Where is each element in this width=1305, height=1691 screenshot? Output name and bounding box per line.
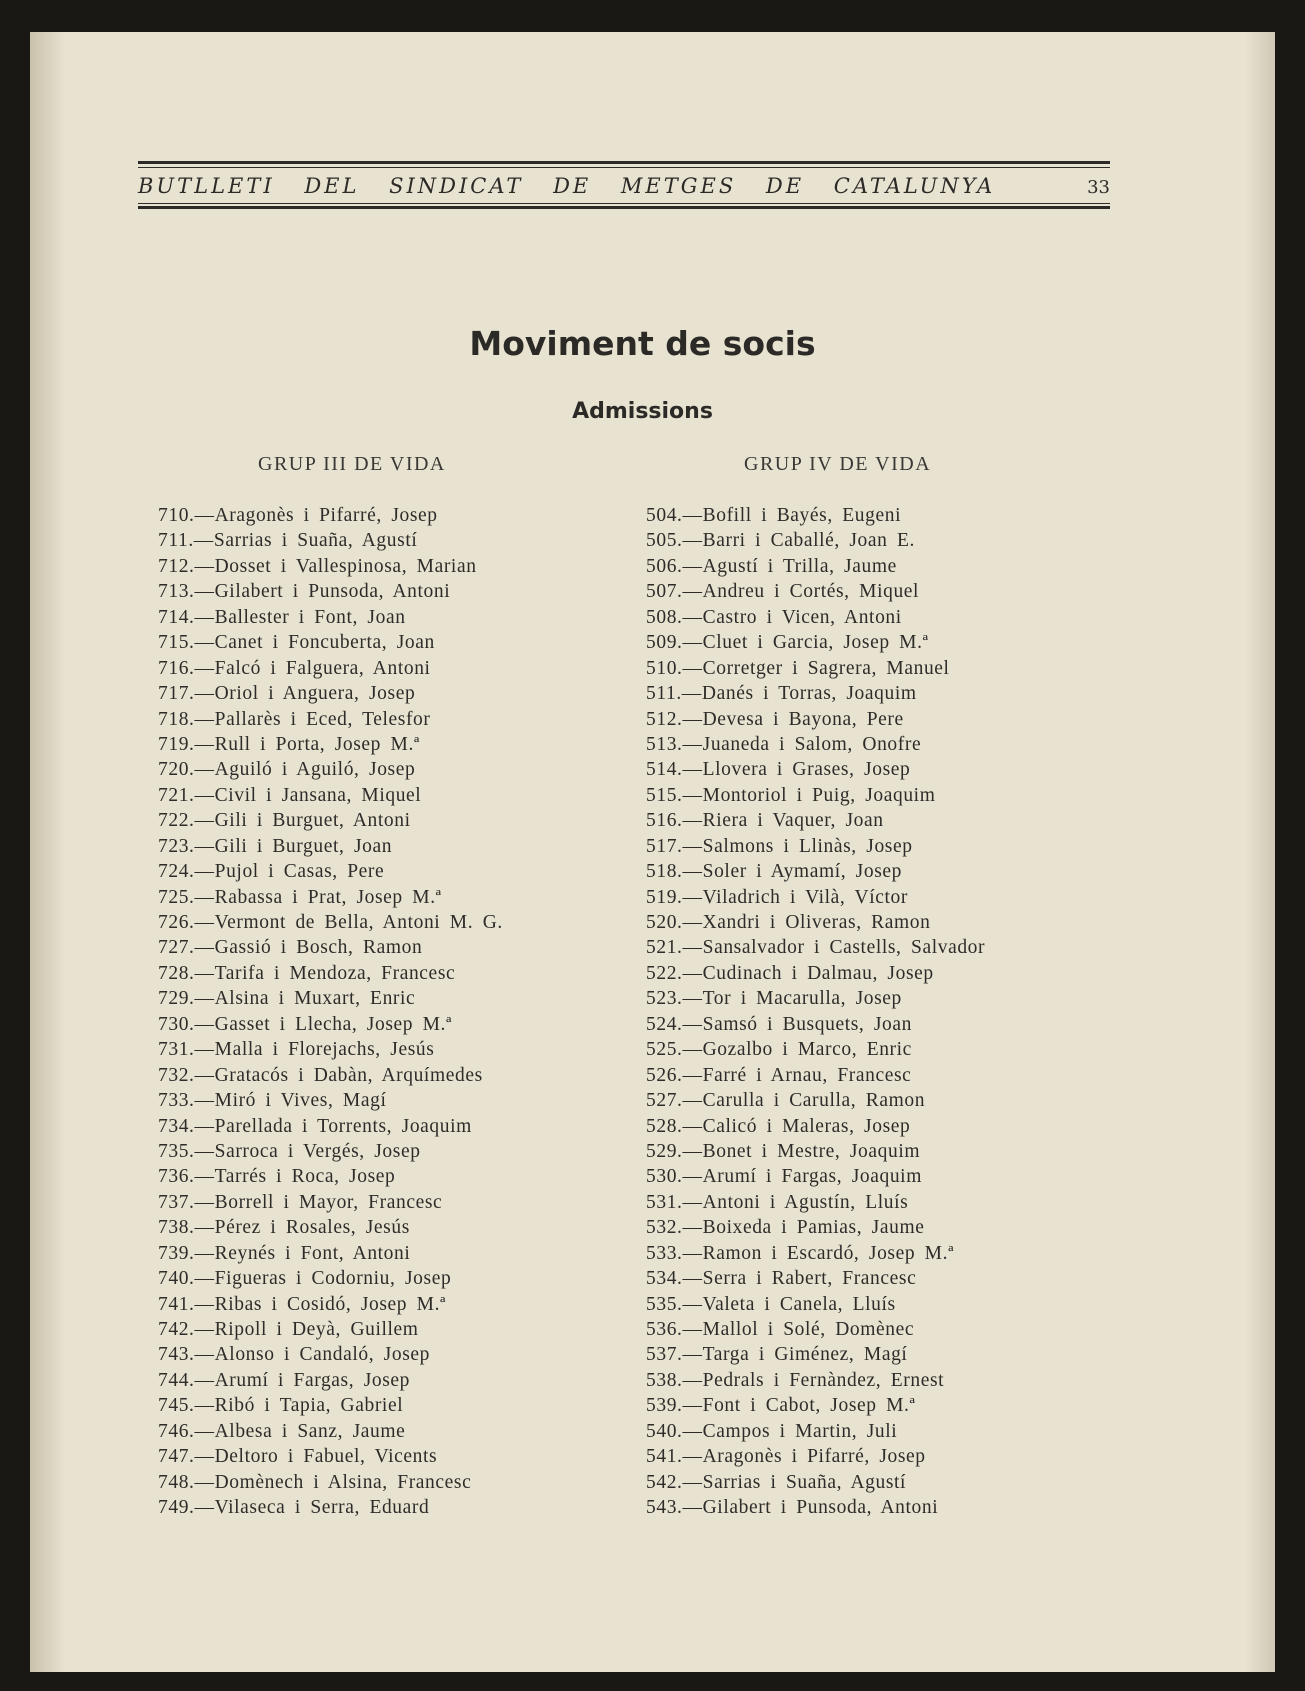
list-item: 527.—Carulla i Carulla, Ramon (646, 1090, 926, 1112)
list-item: 523.—Tor i Macarulla, Josep (646, 988, 902, 1010)
list-item: 735.—Sarroca i Vergés, Josep (158, 1140, 421, 1162)
column-heading-grup-iv: GRUP IV DE VIDA (744, 453, 932, 475)
list-item: 529.—Bonet i Mestre, Joaquim (646, 1140, 921, 1162)
member-list-grup-iii (158, 503, 628, 1521)
list-item: 514.—Llovera i Grases, Josep (646, 759, 911, 781)
list-item: 515.—Montoriol i Puig, Joaquim (646, 784, 936, 806)
list-item: 740.—Figueras i Codorniu, Josep (158, 1268, 452, 1290)
list-item: 520.—Xandri i Oliveras, Ramon (646, 912, 931, 933)
column-heading-grup-iii: GRUP III DE VIDA (258, 453, 446, 475)
list-item: 539.—Font i Cabot, Josep M.ª (646, 1395, 916, 1417)
list-item: 510.—Corretger i Sagrera, Manuel (646, 657, 950, 679)
section-subtitle: Admissions (572, 399, 713, 424)
list-item: 747.—Deltoro i Fabuel, Vicents (158, 1446, 438, 1468)
list-item: 748.—Domènech i Alsina, Francesc (158, 1471, 472, 1493)
list-item: 525.—Gozalbo i Marco, Enric (646, 1039, 912, 1061)
header-line (138, 174, 1110, 198)
list-item: 721.—Civil i Jansana, Miquel (158, 784, 422, 806)
list-item: 518.—Soler i Aymamí, Josep (646, 861, 903, 883)
list-item: 531.—Antoni i Agustín, Lluís (646, 1191, 909, 1213)
list-item: 512.—Devesa i Bayona, Pere (646, 708, 904, 730)
list-item: 741.—Ribas i Cosidó, Josep M.ª (158, 1293, 447, 1315)
list-item: 516.—Riera i Vaquer, Joan (646, 810, 884, 832)
list-item: 717.—Oriol i Anguera, Josep (158, 683, 416, 705)
list-item: 532.—Boixeda i Pamias, Jaume (646, 1217, 925, 1239)
running-header (138, 132, 1110, 212)
list-item: 739.—Reynés i Font, Antoni (158, 1242, 411, 1264)
list-item: 744.—Arumí i Fargas, Josep (158, 1369, 411, 1391)
page-number: 33 (1087, 177, 1110, 198)
list-item: 537.—Targa i Giménez, Magí (646, 1344, 908, 1366)
list-item: 504.—Bofill i Bayés, Eugeni (646, 505, 902, 526)
document-page (30, 32, 1275, 1672)
member-list-grup-iv (646, 503, 1066, 1521)
list-item: 749.—Vilaseca i Serra, Eduard (158, 1497, 430, 1519)
list-item: 743.—Alonso i Candaló, Josep (158, 1344, 430, 1366)
list-item: 517.—Salmons i Llinàs, Josep (646, 835, 913, 857)
list-item: 729.—Alsina i Muxart, Enric (158, 988, 416, 1010)
list-item: 711.—Sarrias i Suaña, Agustí (158, 530, 418, 552)
list-item: 506.—Agustí i Trilla, Jaume (646, 555, 897, 577)
list-item: 507.—Andreu i Cortés, Miquel (646, 581, 920, 603)
page-title: Moviment de socis (469, 324, 816, 363)
list-item: 528.—Calicó i Maleras, Josep (646, 1115, 911, 1137)
list-item: 725.—Rabassa i Prat, Josep M.ª (158, 886, 442, 908)
list-item: 724.—Pujol i Casas, Pere (158, 861, 385, 883)
list-item: 715.—Canet i Foncuberta, Joan (158, 632, 435, 654)
list-item: 540.—Campos i Martin, Juli (646, 1420, 898, 1442)
list-item: 522.—Cudinach i Dalmau, Josep (646, 962, 934, 984)
list-item: 511.—Danés i Torras, Joaquim (646, 683, 917, 705)
header-bottom-rule (138, 206, 1110, 209)
list-item: 524.—Samsó i Busquets, Joan (646, 1013, 912, 1035)
list-item: 728.—Tarifa i Mendoza, Francesc (158, 962, 456, 984)
list-item: 535.—Valeta i Canela, Lluís (646, 1293, 896, 1315)
list-item: 710.—Aragonès i Pifarré, Josep (158, 505, 438, 526)
list-item: 508.—Castro i Vicen, Antoni (646, 606, 902, 628)
list-item: 719.—Rull i Porta, Josep M.ª (158, 733, 420, 755)
list-item: 723.—Gili i Burguet, Joan (158, 835, 393, 857)
list-item: 727.—Gassió i Bosch, Ramon (158, 937, 423, 959)
list-item: 538.—Pedrals i Fernàndez, Ernest (646, 1369, 945, 1391)
list-item: 505.—Barri i Caballé, Joan E. (646, 530, 915, 552)
list-item: 733.—Miró i Vives, Magí (158, 1090, 387, 1112)
list-item: 519.—Viladrich i Vilà, Víctor (646, 886, 908, 908)
header-top-rule-thin (138, 167, 1110, 168)
list-item: 541.—Aragonès i Pifarré, Josep (646, 1446, 926, 1468)
page-binding-shadow (30, 32, 66, 1672)
list-item: 714.—Ballester i Font, Joan (158, 606, 406, 628)
list-item: 730.—Gasset i Llecha, Josep M.ª (158, 1013, 452, 1035)
list-item: 732.—Gratacós i Dabàn, Arquímedes (158, 1064, 483, 1086)
list-item: 534.—Serra i Rabert, Francesc (646, 1268, 917, 1290)
list-item: 716.—Falcó i Falguera, Antoni (158, 657, 431, 679)
list-item: 746.—Albesa i Sanz, Jaume (158, 1420, 406, 1442)
list-item: 509.—Cluet i Garcia, Josep M.ª (646, 632, 929, 654)
list-item: 736.—Tarrés i Roca, Josep (158, 1166, 396, 1188)
list-item: 712.—Dosset i Vallespinosa, Marian (158, 555, 477, 577)
page-edge-shadow (1245, 32, 1275, 1672)
list-item: 720.—Aguiló i Aguiló, Josep (158, 759, 416, 781)
list-item: 536.—Mallol i Solé, Domènec (646, 1319, 915, 1340)
list-item: 745.—Ribó i Tapia, Gabriel (158, 1395, 404, 1417)
list-item: 542.—Sarrias i Suaña, Agustí (646, 1471, 907, 1493)
list-item: 513.—Juaneda i Salom, Onofre (646, 733, 922, 755)
list-item: 543.—Gilabert i Punsoda, Antoni (646, 1497, 939, 1519)
list-item: 521.—Sansalvador i Castells, Salvador (646, 937, 986, 959)
journal-title: BUTLLETI DEL SINDICAT DE METGES DE CATALUNYA (138, 174, 996, 198)
list-item: 722.—Gili i Burguet, Antoni (158, 810, 411, 832)
list-item: 713.—Gilabert i Punsoda, Antoni (158, 581, 451, 603)
header-bottom-rule-thin (138, 203, 1110, 204)
list-item: 533.—Ramon i Escardó, Josep M.ª (646, 1242, 955, 1264)
list-item: 718.—Pallarès i Eced, Telesfor (158, 708, 431, 730)
header-top-rule (138, 161, 1110, 164)
list-item: 738.—Pérez i Rosales, Jesús (158, 1217, 410, 1239)
list-item: 742.—Ripoll i Deyà, Guillem (158, 1319, 419, 1340)
list-item: 530.—Arumí i Fargas, Joaquim (646, 1166, 922, 1188)
list-item: 526.—Farré i Arnau, Francesc (646, 1064, 912, 1086)
list-item: 734.—Parellada i Torrents, Joaquim (158, 1115, 472, 1137)
list-item: 731.—Malla i Florejachs, Jesús (158, 1039, 435, 1061)
list-item: 726.—Vermont de Bella, Antoni M. G. (158, 912, 503, 933)
list-item: 737.—Borrell i Mayor, Francesc (158, 1191, 443, 1213)
